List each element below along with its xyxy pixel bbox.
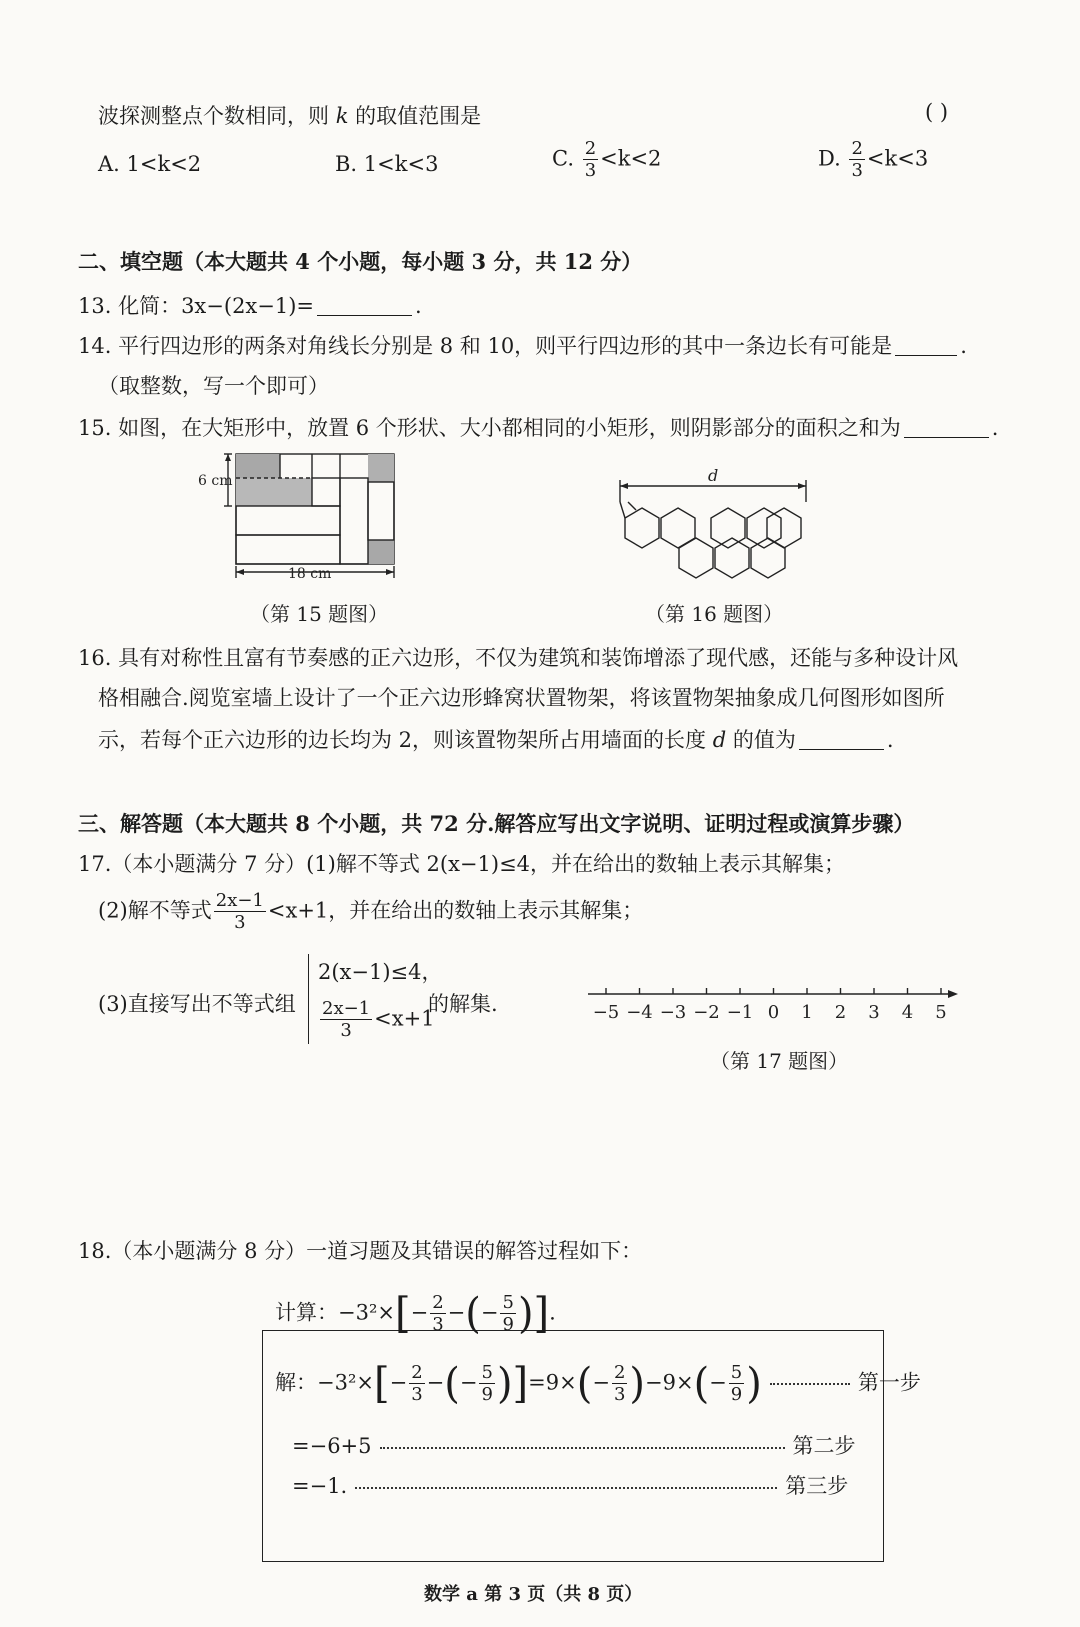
fig15-caption: （第 15 题图） [250, 602, 389, 626]
fig15-shade-3 [368, 454, 394, 482]
q15: 15. 如图，在大矩形中，放置 6 个形状、大小都相同的小矩形，则阴影部分的面积之和为 . [78, 416, 999, 440]
q17-part2: (2)解不等式 $\frac{2x-1}{3}$ <x+1，并在给出的数轴上表示其解集； [98, 890, 644, 933]
q17-system-brace [308, 954, 313, 1044]
q18-calc: 计算：−3²×[− $\frac{2}{3}$ −(− $\frac{5}{9}$ )]. [275, 1289, 556, 1339]
q17-part3-label: (3)直接写出不等式组 [98, 992, 296, 1016]
fig15-shade-4 [368, 540, 394, 564]
figure-16 [608, 466, 818, 586]
fig16-caption: （第 16 题图） [645, 602, 784, 626]
number-line-label: −1 [726, 1002, 754, 1023]
section2-title: 二、填空题（本大题共 4 个小题，每小题 3 分，共 12 分） [78, 249, 643, 274]
number-line-label: −2 [693, 1002, 720, 1023]
q12-option-c: C. $\frac{2}{3}$ <k<2 [552, 138, 662, 181]
q12-answer-bracket: ( ) [925, 100, 949, 124]
fig15-shade-1 [236, 454, 280, 478]
q13: 13. 化简：3x−(2x−1)= . [78, 294, 422, 318]
q17-part3-end: 的解集. [428, 992, 498, 1016]
fig15-shade-2 [236, 478, 312, 506]
fig15-height-label: 6 cm [198, 473, 233, 489]
q18-step3: =−1. 第三步 [292, 1474, 849, 1498]
q12-option-d: D. $\frac{2}{3}$ <k<3 [818, 138, 929, 181]
number-line-label: −4 [626, 1002, 653, 1023]
number-line-label: 5 [935, 1002, 947, 1023]
number-line-label: 3 [868, 1002, 880, 1023]
fig15-width-label: 18 cm [288, 566, 332, 582]
section3-title: 三、解答题（本大题共 8 个小题，共 72 分.解答应写出文字说明、证明过程或演算步骤） [78, 811, 915, 836]
q12-option-b: B. 1<k<3 [335, 152, 439, 176]
figure-15 [190, 448, 410, 590]
q18-step1: 解：−3²×[− $\frac{2}{3}$ −(− $\frac{5}{9}$ )]=9×(− $\frac{2}{3}$ )−9×(− $\frac{5}{9}$ ) 第一步 [275, 1359, 921, 1409]
number-line-label: −3 [659, 1002, 687, 1023]
number-line-label: 0 [767, 1002, 780, 1023]
q16-line1: 16. 具有对称性且富有节奏感的正六边形，不仅为建筑和装饰增添了现代感，还能与多种设计风 [78, 646, 959, 670]
q12-stem: 波探测整点个数相同，则 k 的取值范围是 [98, 104, 482, 128]
q17-part1: 17.（本小题满分 7 分）(1)解不等式 2(x−1)≤4，并在给出的数轴上表示其解集； [78, 852, 846, 876]
fig17-caption: （第 17 题图） [710, 1049, 849, 1073]
q18-intro: 18.（本小题满分 8 分）一道习题及其错误的解答过程如下： [78, 1239, 643, 1263]
q14: 14. 平行四边形的两条对角线长分别是 8 和 10，则平行四边形的其中一条边长有可能是 . [78, 334, 967, 358]
q17-system-eq1: 2(x−1)≤4， [318, 960, 443, 984]
number-line-label: 2 [834, 1002, 847, 1023]
page-footer: 数学 a 第 3 页（共 8 页） [424, 1584, 643, 1605]
fig16-d-label: d [708, 466, 719, 485]
number-line [582, 976, 962, 1026]
number-line-label: −5 [592, 1002, 620, 1023]
q12-option-a: A. 1<k<2 [98, 152, 202, 176]
q17-system-eq2: $\frac{2x-1}{3}$ <x+1 [322, 998, 435, 1041]
number-line-label: 4 [901, 1002, 914, 1023]
q18-step2: =−6+5 第二步 [292, 1434, 856, 1458]
q14-note: （取整数，写一个即可） [98, 374, 329, 398]
q16-line3: 示，若每个正六边形的边长均为 2，则该置物架所占用墙面的长度 d 的值为 . [98, 728, 894, 752]
number-line-label: 1 [801, 1002, 813, 1023]
q16-line2: 格相融合.阅览室墙上设计了一个正六边形蜂窝状置物架，将该置物架抽象成几何图形如图所 [98, 686, 945, 710]
